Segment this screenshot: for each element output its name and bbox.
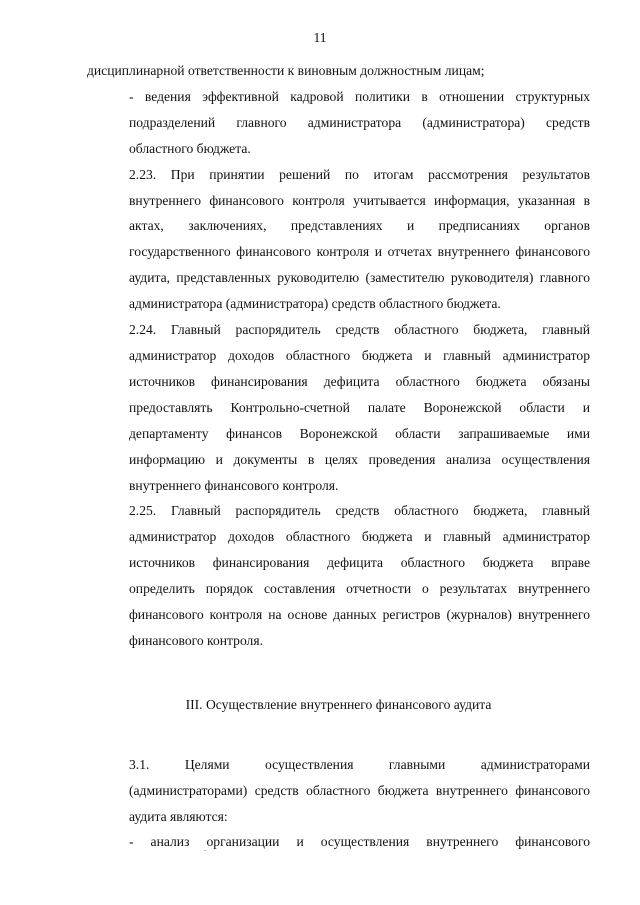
- text-line: предоставлять Контрольно-счетной палате Воронежской области и: [129, 399, 590, 415]
- scan-speck: [204, 850, 206, 851]
- text-line: финансового контроля на основе данных регистров (журналов) внутреннего: [129, 607, 590, 623]
- paragraph-p-3-1: [87, 752, 590, 830]
- paragraph-p-2-25: [87, 498, 590, 653]
- document-body: [87, 58, 590, 855]
- text-line: - ведения эффективной кадровой политики в отношении структурных: [129, 88, 590, 104]
- text-line: 2.23. При принятии решений по итогам рассмотрения результатов: [129, 166, 590, 182]
- paragraph-p-2-23: [87, 162, 590, 317]
- text-line: подразделений главного администратора (администратора) средств: [129, 114, 590, 130]
- text-line: информацию и документы в целях проведения анализа осуществления: [129, 451, 590, 467]
- text-line: 3.1. Целями осуществления главными администраторами: [129, 756, 590, 772]
- paragraphs-top: [87, 58, 590, 654]
- text-line: аудита являются:: [129, 808, 228, 824]
- text-line: администратор доходов областного бюджета и главный администратор: [129, 529, 590, 545]
- text-line: аудита, представленных руководителю (заместителю руководителя) главного: [129, 270, 590, 286]
- page-number: 11: [313, 30, 327, 45]
- text-line: актах, заключениях, представлениях и предписаниях органов: [129, 218, 590, 234]
- text-line: 2.25. Главный распорядитель средств областного бюджета, главный: [129, 503, 590, 519]
- text-line: областного бюджета.: [129, 140, 251, 156]
- text-line: определить порядок составления отчетности о результатах внутреннего: [129, 581, 590, 597]
- paragraph-p-bullet-analysis: [87, 829, 590, 855]
- paragraph-p-bullet-personnel: [87, 84, 590, 162]
- paragraph-p-2-24: [87, 317, 590, 498]
- section-heading: III. Осуществление внутреннего финансового аудита: [185, 696, 492, 712]
- text-line: финансового контроля.: [129, 632, 263, 648]
- text-line: департаменту финансов Воронежской области запрашиваемые ими: [129, 425, 590, 441]
- text-line: дисциплинарной ответственности к виновным должностным лицам;: [87, 63, 485, 78]
- text-line: 2.24. Главный распорядитель средств областного бюджета, главный: [129, 322, 590, 338]
- text-line: внутреннего финансового контроля учитывается информация, указанная в: [129, 192, 590, 208]
- text-line: (администраторами) средств областного бюджета внутреннего финансового: [129, 782, 590, 798]
- text-line: источников финансирования дефицита областного бюджета вправе: [129, 555, 590, 571]
- text-line: источников финансирования дефицита областного бюджета обязаны: [129, 373, 590, 389]
- paragraph-p-continuation: [87, 58, 590, 84]
- spacer: [87, 718, 590, 752]
- text-line: администратор доходов областного бюджета и главный администратор: [129, 347, 590, 363]
- text-line: внутреннего финансового контроля.: [129, 477, 339, 493]
- text-line: государственного финансового контроля и отчетах внутреннего финансового: [129, 244, 590, 260]
- text-line: администратора (администратора) средств областного бюджета.: [129, 296, 501, 312]
- paragraphs-bottom: [87, 752, 590, 856]
- spacer: [87, 654, 590, 692]
- text-line: - анализ организации и осуществления внутреннего финансового: [129, 834, 590, 850]
